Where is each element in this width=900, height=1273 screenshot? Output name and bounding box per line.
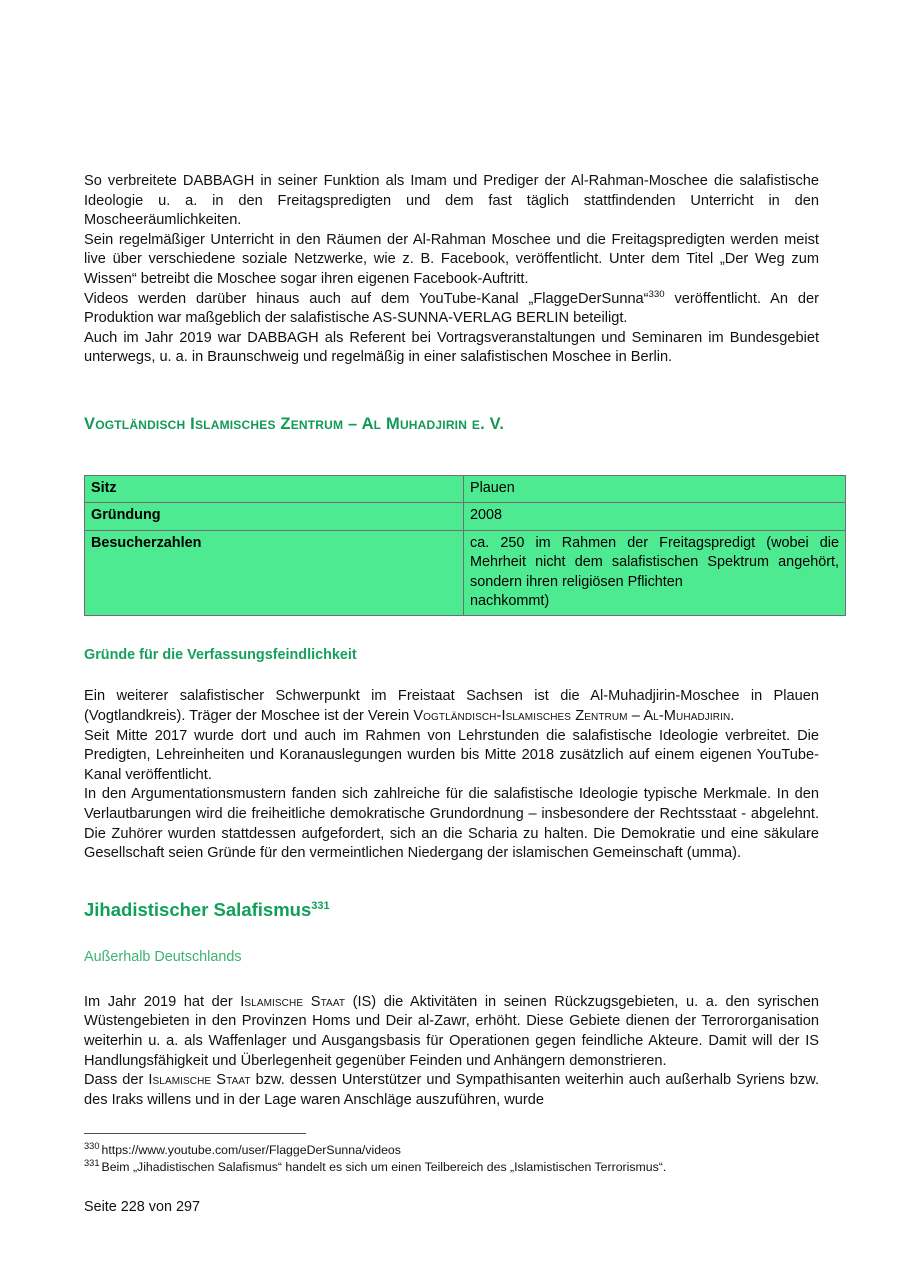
paragraph-text: Im Jahr 2019 hat der	[84, 993, 241, 1010]
section-heading-vogtlaendisch: Vogtländisch Islamisches Zentrum – Al Muhadjirin e. V.	[84, 414, 505, 433]
spacer-before-chapter	[84, 864, 819, 898]
footnote-text[interactable]: https://www.youtube.com/user/FlaggeDerSunna/videos	[101, 1143, 401, 1157]
table-cell-label: Sitz	[85, 475, 464, 502]
footnote-separator-rule	[84, 1133, 306, 1134]
table-cell-label: Gründung	[85, 503, 464, 530]
subheading-gruende: Gründe für die Verfassungsfeindlichkeit	[84, 647, 357, 664]
paragraph-intro-3-text-b: veröffentlicht. An der Produktion war maßgeblich der salafistische AS-SUNNA-VERLAG BERLIN beteiligt.	[84, 290, 819, 327]
footnote-text: Beim „Jihadistischen Salafismus“ handelt es sich um einen Teilbereich des „Islamistischen Terrorismus“.	[101, 1160, 667, 1174]
spacer-after-light-subheading	[84, 967, 819, 993]
spacer-after-table	[84, 616, 819, 646]
small-caps-islamischer-staat: Islamische Staat	[240, 993, 346, 1010]
chapter-heading-jihadistischer-salafismus	[84, 898, 819, 922]
footnote-number: 330	[84, 1140, 100, 1151]
paragraph-intro-3	[84, 290, 819, 329]
spacer-before-section-heading	[84, 368, 819, 414]
footnote-list	[84, 1142, 824, 1176]
paragraph-vogtlaendisch-3: In den Argumentationsmustern fanden sich zahlreiche für die salafistische Ideologie typische Merkmale. In den Verlautbarungen wird die freiheitliche demokratische Grundordnung – insbesondere der Rechtsstaat - abgelehnt. Die Zuhörer wurden stattdessen aufgefordert, sich an die Scharia zu halten. Die Demokratie und eine säkulare Gesellschaft seien Gründe für den vermeintlichen Niedergang der islamischen Gemeinschaft (umma).	[84, 786, 819, 862]
paragraph-intro-1: So verbreitete DABBAGH in seiner Funktion als Imam und Prediger der Al-Rahman-Moschee die salafistische Ideologie u. a. in den Freitagspredigten und dem fast täglich stattfindenden Unterricht in den Moscheeräumlichkeiten.	[84, 173, 819, 229]
paragraph-jihadismus-1	[84, 993, 819, 1071]
chapter-heading-text: Jihadistischer Salafismus	[84, 898, 312, 920]
table-row	[85, 475, 846, 502]
page-content	[84, 172, 839, 1110]
paragraph-text: Ein weiterer salafistischer Schwerpunkt im Freistaat Sachsen ist die Al-Muhadjirin-Moschee in Plauen (Vogtlandkreis). Träger der Moschee ist der Verein	[84, 688, 819, 724]
paragraph-text: .	[730, 707, 735, 724]
table-row	[85, 530, 846, 616]
paragraph-intro-2: Sein regelmäßiger Unterricht in den Räumen der Al-Rahman Moschee und die Freitagspredigten werden meist live über verschiedene soziale Netzwerke, wie z. B. Facebook, veröffentlicht. Unter dem Titel „Der Weg zum Wissen“ betreibt die Moschee sogar ihren eigenen Facebook-Auftritt.	[84, 231, 819, 287]
paragraph-vogtlaendisch-2: Seit Mitte 2017 wurde dort und auch im Rahmen von Lehrstunden die salafistische Ideologie verbreitet. Die Predigten, Lehreinheiten und Koranauslegungen wurden bis Mitte 2018 zusätzlich auf einem eigenen YouTube-Kanal veröffentlicht.	[84, 727, 819, 783]
table-cell-value: 2008	[464, 503, 846, 530]
table-cell-value	[464, 530, 846, 616]
table-row	[85, 503, 846, 530]
table-cell-value-main: ca. 250 im Rahmen der Freitagspredigt (wobei die Mehrheit nicht dem salafistischen Spektrum angehört, sondern ihren religiösen Pflichten	[470, 534, 839, 590]
paragraph-jihadismus-2	[84, 1071, 819, 1110]
spacer-after-subheading	[84, 665, 819, 687]
page-number-footer: Seite 228 von 297	[84, 1199, 201, 1215]
paragraph-intro-3-text-a: Videos werden darüber hinaus auch auf dem YouTube-Kanal „FlaggeDerSunna“	[84, 290, 649, 307]
paragraph-vogtlaendisch-1	[84, 687, 819, 726]
small-caps-organisation-name: Vogtländisch-Islamisches Zentrum – Al-Muhadjirin	[413, 707, 731, 724]
table-cell-value-lastline: nachkommt)	[470, 592, 550, 609]
table-cell-value: Plauen	[464, 475, 846, 502]
organisation-info-table	[84, 475, 846, 616]
footnote-number: 331	[84, 1157, 100, 1168]
table-cell-label: Besucherzahlen	[85, 530, 464, 616]
paragraph-intro-4: Auch im Jahr 2019 war DABBAGH als Referent bei Vortragsveranstaltungen und Seminaren im Bundesgebiet unterwegs, u. a. in Braunschweig und regelmäßig in einer salafistischen Moschee in Berlin.	[84, 329, 819, 366]
paragraph-text: (IS) die Aktivitäten in seinen Rückzugsgebieten, u. a. den syrischen Wüstengebieten in den Provinzen Homs und Deir al-Zawr, erhöht. Diese Gebiete dienen der Terrororganisation weiterhin u. a. als Waffenlager und Ausgangsbasis für Operationen gegen feindliche Akteure. Damit will der IS Handlungsfähigkeit und Überlegenheit gegenüber Feinden und Anhängern demonstrieren.	[84, 993, 819, 1069]
spacer-before-table	[84, 435, 819, 475]
paragraph-text: bzw. dessen Unterstützer und Sympathisanten weiterhin auch außerhalb Syriens bzw. des Iraks willens und in der Lage waren Anschläge auszuführen, wurde	[84, 1072, 820, 1108]
footnote-marker-331[interactable]: 331	[311, 899, 330, 912]
footnote-item	[84, 1159, 824, 1176]
spacer-after-chapter	[84, 922, 819, 948]
subheading-ausserhalb-deutschlands: Außerhalb Deutschlands	[84, 948, 242, 965]
footnote-marker-330[interactable]: 330	[648, 288, 665, 300]
paragraph-text: Dass der	[84, 1072, 149, 1089]
small-caps-islamischer-staat: Islamische Staat	[148, 1072, 251, 1089]
footnote-item	[84, 1142, 824, 1159]
